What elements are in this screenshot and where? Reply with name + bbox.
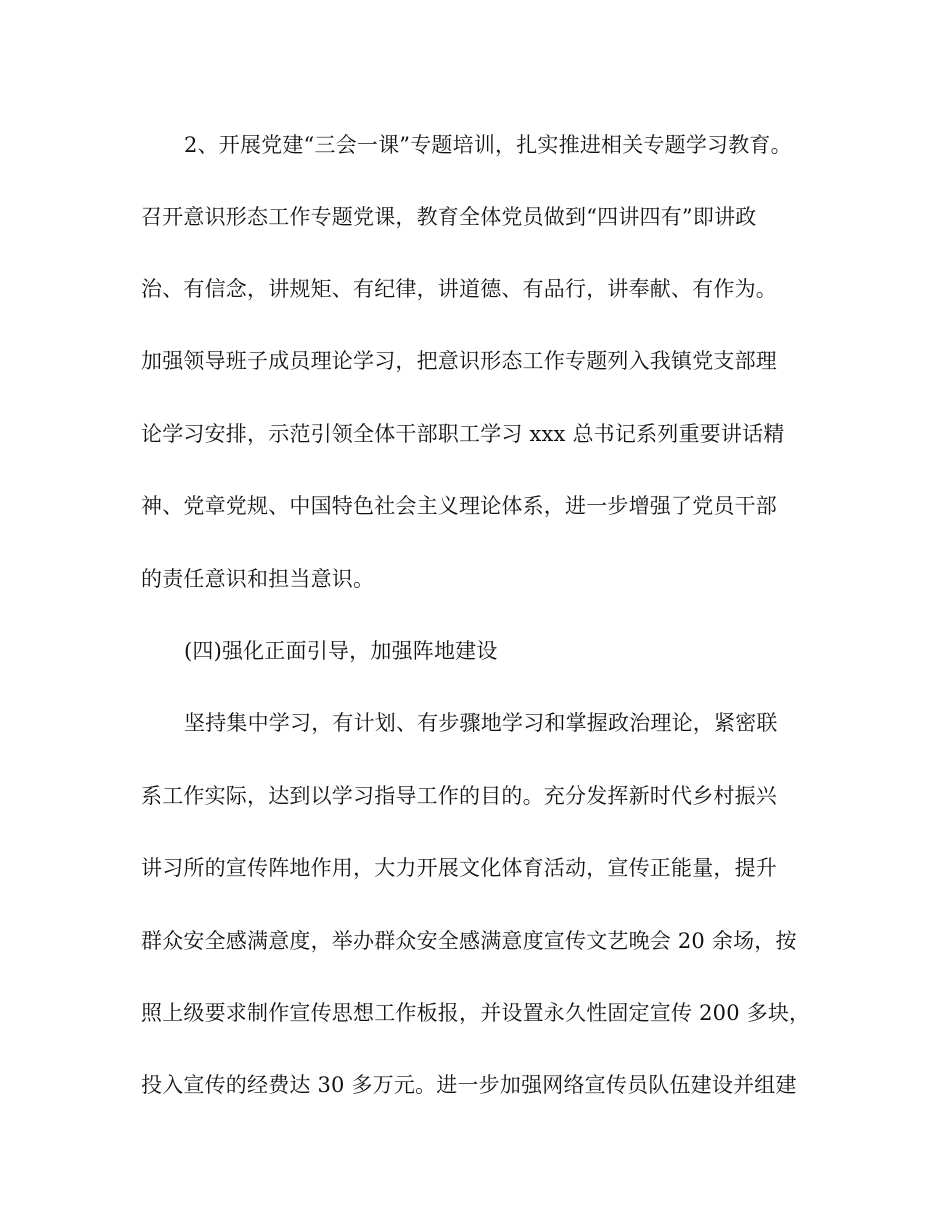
paragraph-line: 讲习所的宣传阵地作用，大力开展文化体育活动，宣传正能量，提升 (141, 856, 777, 880)
paragraph-line: 召开意识形态工作专题党课，教育全体党员做到“四讲四有”即讲政 (141, 205, 757, 229)
paragraph-line: 2、开展党建“三会一课”专题培训，扎实推进相关专题学习教育。 (184, 133, 792, 157)
paragraph-line: 论学习安排，示范引领全体干部职工学习 xxx 总书记系列重要讲话精 (141, 422, 785, 446)
paragraph-line: 加强领导班子成员理论学习，把意识形态工作专题列入我镇党支部理 (141, 349, 777, 373)
paragraph-line: 治、有信念，讲规矩、有纪律，讲道德、有品行，讲奉献、有作为。 (141, 277, 777, 301)
paragraph-line: 坚持集中学习，有计划、有步骤地学习和掌握政治理论，紧密联 (184, 711, 778, 735)
paragraph-line: 神、党章党规、中国特色社会主义理论体系，进一步增强了党员干部 (141, 494, 777, 518)
paragraph-line: 系工作实际，达到以学习指导工作的目的。充分发挥新时代乡村振兴 (141, 784, 777, 808)
paragraph-line: 照上级要求制作宣传思想工作板报，并设置永久性固定宣传 200 多块， (141, 1001, 811, 1025)
paragraph-line: 投入宣传的经费达 30 多万元。进一步加强网络宣传员队伍建设并组建 (141, 1073, 797, 1097)
section-heading: (四)强化正面引导，加强阵地建设 (184, 639, 498, 663)
paragraph-line: 群众安全感满意度，举办群众安全感满意度宣传文艺晚会 20 余场，按 (141, 929, 797, 953)
paragraph-line: 的责任意识和担当意识。 (141, 567, 375, 591)
